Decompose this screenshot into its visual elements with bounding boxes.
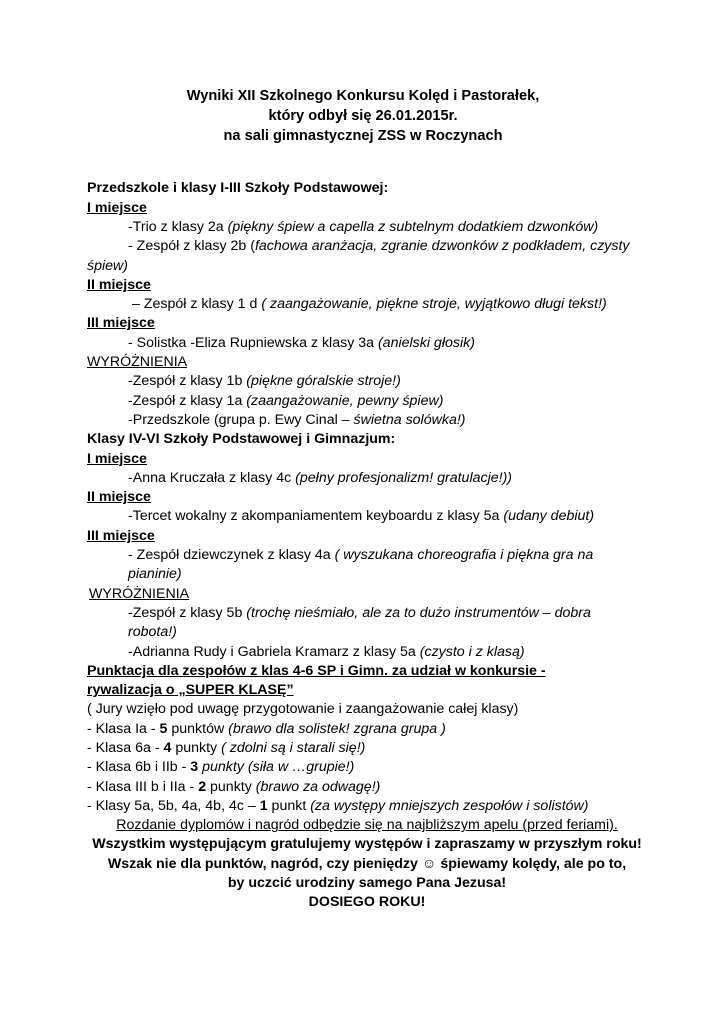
section2-honors-entry-2: -Adrianna Rudy i Gabriela Kramarz z klasy 5a (czysto i z klasą): [128, 643, 525, 660]
points-intro: ( Jury wzięło pod uwagę przygotowanie i zaangażowanie całej klasy): [87, 701, 519, 718]
points-heading-line-1: Punktacja dla zespołów z klas 4-6 SP i Gimn. za udział w konkursie -: [87, 662, 546, 679]
section1-first-entry-2: - Zespół z klasy 2b (fachowa aranżacja, zgranie dzwonków z podkładem, czysty śpiew): [87, 238, 630, 274]
section2-heading: Klasy IV-VI Szkoły Podstawowej i Gimnazjum:: [87, 431, 396, 448]
section1-second-entry-1: – Zespół z klasy 1 d ( zaangażowanie, piękne stroje, wyjątkowo długi tekst!): [132, 296, 607, 313]
section2-second-place-label: II miejsce: [87, 489, 151, 506]
section1-third-entry-1: - Solistka -Eliza Rupniewska z klasy 3a (anielski głosik): [128, 334, 475, 351]
section1-honors-entry-2: -Zespół z klasy 1a (zaangażowanie, pewny śpiew): [128, 392, 444, 409]
section1-heading: Przedszkole i klasy I-III Szkoły Podstawowej:: [87, 180, 389, 197]
document-title: [79, 87, 647, 146]
section1-honors-label: WYRÓŻNIENIA: [87, 354, 188, 371]
section1-first-place-label: I miejsce: [87, 199, 147, 216]
section1-honors-entry-1: -Zespół z klasy 1b (piękne góralskie stroje!): [128, 373, 401, 390]
section2-honors-label: WYRÓŻNIENIA: [89, 585, 190, 602]
points-item: - Klasa Ia - 5 punktów (brawo dla solistek! zgrana grupa ): [87, 720, 446, 737]
section2-honors-entry-1: -Zespół z klasy 5b (trochę nieśmiało, ale za to dużo instrumentów – dobra robota!): [128, 604, 591, 641]
closing-line-3: by uczcić urodziny samego Pana Jezusa!: [227, 875, 507, 892]
points-item: - Klasy 5a, 5b, 4a, 4b, 4c – 1 punkt (za występy mniejszych zespołów i solistów): [87, 797, 589, 814]
closing-line-2: Wszak nie dla punktów, nagród, czy pieniędzy ☺ śpiewamy kolędy, ale po to,: [107, 855, 627, 872]
section2-second-entry-1: -Tercet wokalny z akompaniamentem keyboardu z klasy 5a (udany debiut): [128, 508, 595, 525]
section2-third-place-label: III miejsce: [87, 527, 155, 544]
section2-third-entry-1: - Zespół dziewczynek z klasy 4a ( wyszukana choreografia i piękna gra na pianinie): [128, 547, 594, 583]
section2-first-entry-1: -Anna Kruczała z klasy 4c (pełny profesjonalizm! gratulacje!)): [128, 469, 513, 486]
smiley-icon: ☺: [421, 855, 437, 872]
title-line-2: który odbył się 26.01.2015r.: [268, 107, 458, 124]
award-announcement: Rozdanie dyplomów i nagród odbędzie się na najbliższym apelu (przed feriami).: [116, 817, 618, 834]
title-line-1: Wyniki XII Szkolnego Konkursu Kolęd i Pastorałek,: [186, 88, 540, 104]
section1-second-place-label: II miejsce: [87, 276, 151, 293]
points-heading-line-2: rywalizacja o „SUPER KLASĘ”: [87, 682, 294, 699]
points-item: - Klasa III b i IIa - 2 punkty (brawo za odwagę!): [87, 778, 381, 795]
title-line-3: na sali gimnastycznej ZSS w Roczynach: [223, 127, 503, 144]
section1-third-place-label: III miejsce: [87, 315, 155, 332]
section1-first-entry-1: -Trio z klasy 2a (piękny śpiew a capella z subtelnym dodatkiem dzwonków): [128, 218, 599, 235]
points-item: - Klasa 6a - 4 punkty ( zdolni są i starali się!): [87, 740, 366, 756]
section1-honors-entry-3: -Przedszkole (grupa p. Ewy Cinal – świetna solówka!): [128, 411, 466, 428]
section2-first-place-label: I miejsce: [87, 450, 147, 467]
closing-line-4: DOSIEGO ROKU!: [308, 894, 426, 911]
closing-line-1: Wszystkim występującym gratulujemy występów i zapraszamy w przyszłym roku!: [92, 836, 642, 853]
points-item: - Klasa 6b i IIb - 3 punkty (siła w …grupie!): [87, 759, 355, 776]
document-page: [87, 87, 647, 913]
